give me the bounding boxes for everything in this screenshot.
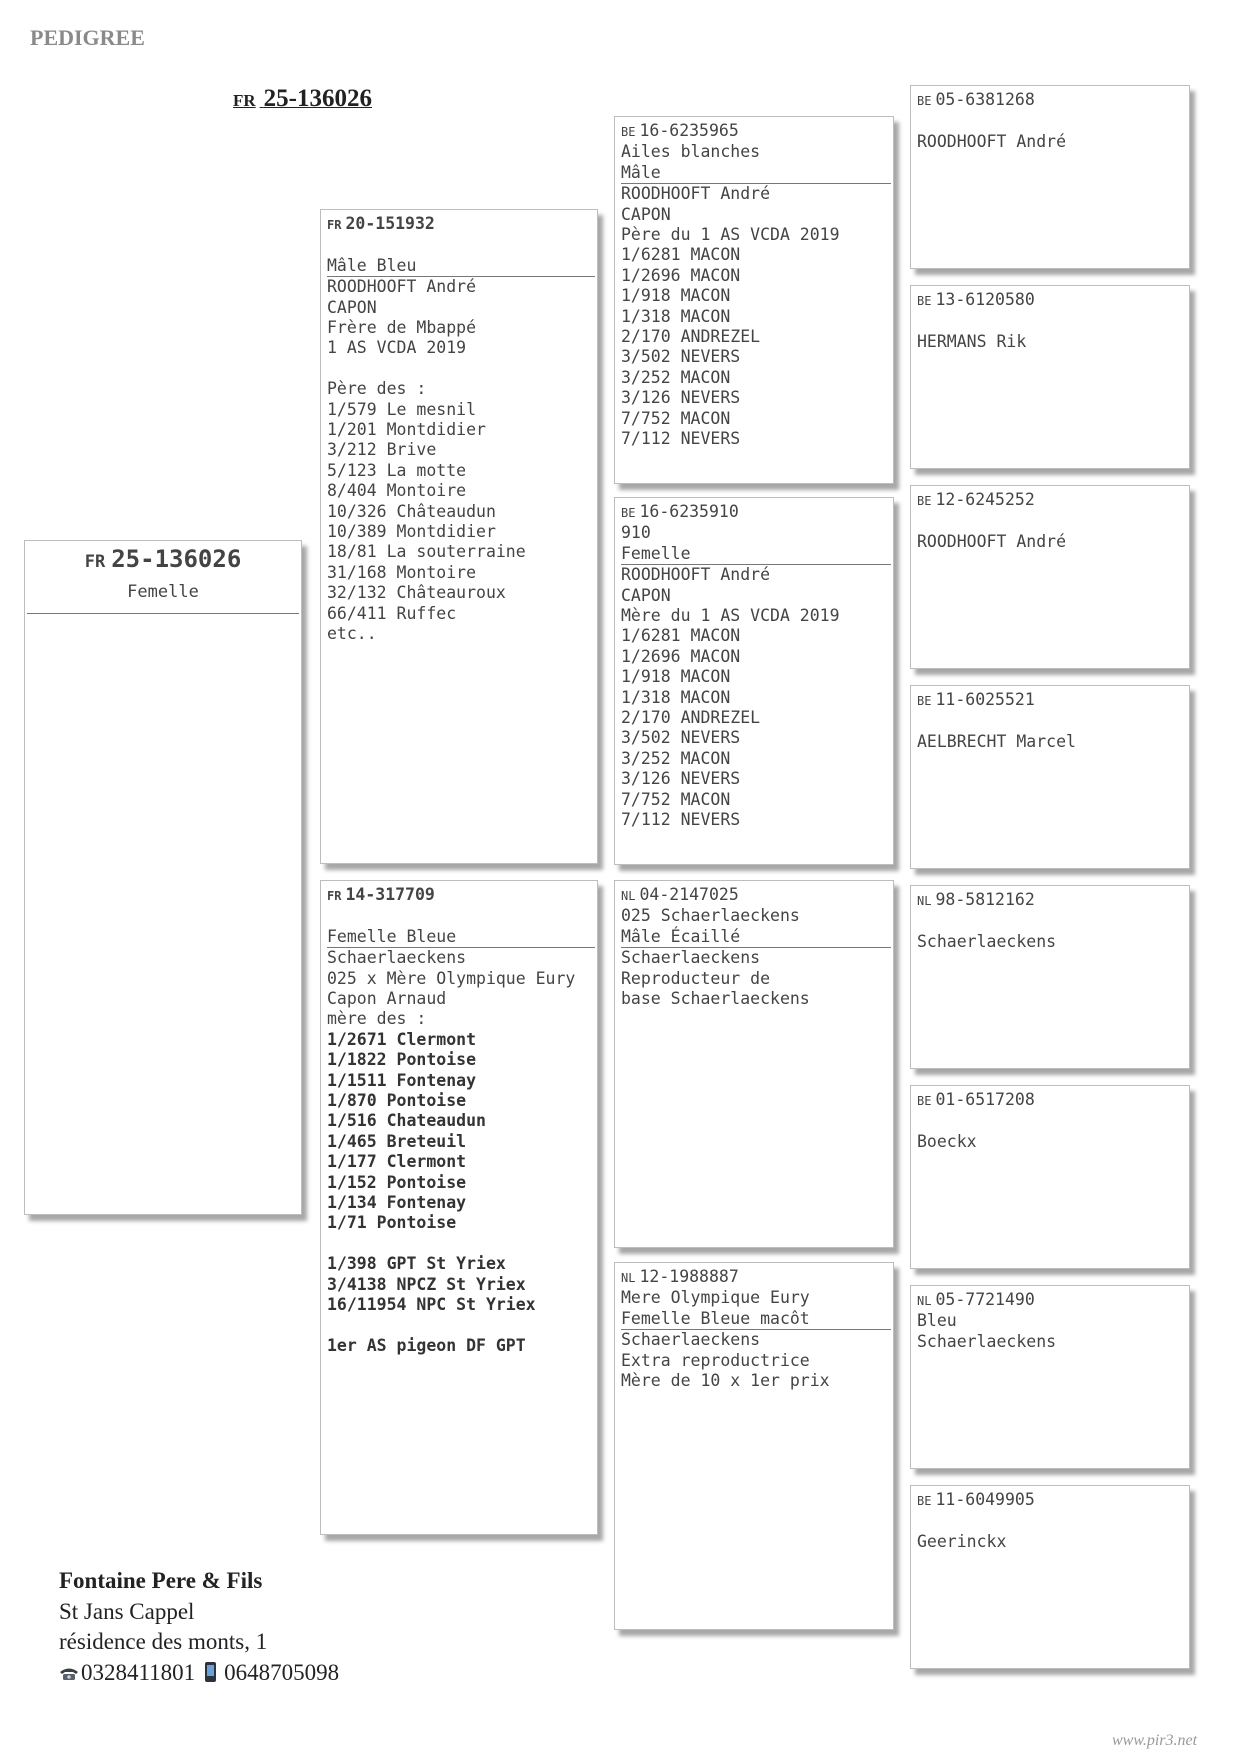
ggp6-ring <box>917 1090 1183 1111</box>
gp3-details <box>621 948 887 1009</box>
text-line: Femelle Bleue macôt <box>621 1308 810 1328</box>
breeder-name: Fontaine Pere & Fils <box>59 1568 263 1593</box>
text-line: Schaerlaeckens <box>621 948 761 968</box>
header-ring-number <box>233 85 372 113</box>
dam-card[interactable] <box>320 880 598 1535</box>
great-grandparent-card-6[interactable] <box>910 1085 1190 1269</box>
gp1-top-block <box>621 142 891 184</box>
ggp5-ring-number: 98-5812162 <box>935 890 1035 909</box>
ggp8-details <box>917 1511 1183 1552</box>
text-line: Mère de 10 x 1er prix <box>621 1371 830 1391</box>
text-line <box>917 1111 1183 1131</box>
text-line: ROODHOOFT André <box>621 184 771 204</box>
gp1-details <box>621 184 887 449</box>
text-line: 1/2696 MACON <box>621 646 741 666</box>
text-line: 3/126 NEVERS <box>621 769 741 789</box>
text-line: Schaerlaeckens <box>917 931 1057 951</box>
grandparent-card-1[interactable] <box>614 116 894 484</box>
subject-card[interactable] <box>24 540 302 1215</box>
ggp8-ring <box>917 1490 1183 1511</box>
text-line: 1/398 GPT St Yriex <box>327 1254 506 1274</box>
text-line: 1/2696 MACON <box>621 265 741 285</box>
text-line: 10/389 Montdidier <box>327 522 496 542</box>
text-line: 1/71 Pontoise <box>327 1213 457 1233</box>
mobile-phone-icon <box>205 1662 216 1682</box>
text-line: Mère du 1 AS VCDA 2019 <box>621 606 840 626</box>
text-line: Capon Arnaud <box>327 989 447 1009</box>
ggp1-ring <box>917 90 1183 111</box>
text-line: 3/502 NEVERS <box>621 728 741 748</box>
ggp4-ring <box>917 690 1183 711</box>
text-line: 2/170 ANDREZEL <box>621 327 761 347</box>
text-line: 3/126 NEVERS <box>621 388 741 408</box>
ggp8-ring-country: BE <box>917 1494 932 1508</box>
dam-details <box>327 948 591 1030</box>
text-line: etc.. <box>327 624 377 644</box>
text-line: Bleu <box>917 1311 957 1331</box>
text-line: AELBRECHT Marcel <box>917 731 1076 751</box>
text-line: 2/170 ANDREZEL <box>621 708 761 728</box>
ggp7-ring-country: NL <box>917 1294 932 1308</box>
header-ring-country: FR <box>233 91 256 110</box>
text-line: Femelle Bleue <box>327 926 457 946</box>
text-line <box>917 311 1183 331</box>
gp3-top-block <box>621 906 891 948</box>
text-line: Père des : <box>327 379 427 399</box>
text-line: CAPON <box>621 204 671 224</box>
ggp7-ring <box>917 1290 1183 1311</box>
great-grandparent-card-3[interactable] <box>910 485 1190 669</box>
text-line: HERMANS Rik <box>917 331 1027 351</box>
dam-ring <box>327 885 591 906</box>
gp1-ring <box>621 121 887 142</box>
gp2-ring-country: BE <box>621 506 636 520</box>
text-line: Mâle Bleu <box>327 255 417 275</box>
ggp6-details <box>917 1111 1183 1152</box>
text-line: Frère de Mbappé <box>327 318 477 338</box>
ggp3-ring-number: 12-6245252 <box>935 490 1035 509</box>
text-line: Reproducteur de <box>621 968 771 988</box>
text-line: 3/252 MACON <box>621 367 731 387</box>
text-line: 1/465 Breteuil <box>327 1131 467 1151</box>
text-line <box>327 235 595 255</box>
text-line: 1/579 Le mesnil <box>327 399 477 419</box>
text-line <box>917 111 1183 131</box>
ggp5-ring-country: NL <box>917 894 932 908</box>
text-line: 1/152 Pontoise <box>327 1172 467 1192</box>
gp4-ring <box>621 1267 887 1288</box>
text-line: Geerinckx <box>917 1531 1007 1551</box>
telephone-icon <box>59 1667 79 1681</box>
text-line: 1/1822 Pontoise <box>327 1050 477 1070</box>
grandparent-card-4[interactable] <box>614 1262 894 1630</box>
text-line: Femelle <box>621 543 691 563</box>
text-line: 8/404 Montoire <box>327 481 467 501</box>
text-line: 1/177 Clermont <box>327 1152 467 1172</box>
breeder-address: résidence des monts, 1 <box>59 1629 268 1654</box>
great-grandparent-card-4[interactable] <box>910 685 1190 869</box>
ggp8-ring-number: 11-6049905 <box>935 1490 1035 1509</box>
text-line <box>327 1234 591 1254</box>
text-line: Père du 1 AS VCDA 2019 <box>621 225 840 245</box>
ggp3-details <box>917 511 1183 552</box>
text-line: 3/212 Brive <box>327 440 437 460</box>
text-line: 16/11954 NPC St Yriex <box>327 1295 536 1315</box>
text-line: 7/112 NEVERS <box>621 429 741 449</box>
text-line: Schaerlaeckens <box>621 1330 761 1350</box>
text-line: 1/318 MACON <box>621 306 731 326</box>
text-line: 1er AS pigeon DF GPT <box>327 1335 526 1355</box>
grandparent-card-3[interactable] <box>614 880 894 1248</box>
sire-ring-number: 20-151932 <box>345 214 435 233</box>
dam-ring-number: 14-317709 <box>345 885 435 904</box>
text-line: 910 <box>621 523 651 543</box>
text-line: Mâle Écaillé <box>621 926 741 946</box>
gp1-ring-number: 16-6235965 <box>639 121 739 140</box>
sire-ring <box>327 214 591 235</box>
ggp2-details <box>917 311 1183 352</box>
text-line: 1/201 Montdidier <box>327 420 486 440</box>
text-line: 10/326 Châteaudun <box>327 501 496 521</box>
subject-ring-number: 25-136026 <box>111 545 242 573</box>
gp2-top-block <box>621 523 891 565</box>
great-grandparent-card-2[interactable] <box>910 285 1190 469</box>
text-line: 5/123 La motte <box>327 460 467 480</box>
text-line: 1 AS VCDA 2019 <box>327 338 467 358</box>
text-line: ROODHOOFT André <box>917 131 1067 151</box>
ggp2-ring-number: 13-6120580 <box>935 290 1035 309</box>
gp4-top-block <box>621 1288 891 1330</box>
gp2-ring <box>621 502 887 523</box>
ggp6-ring-number: 01-6517208 <box>935 1090 1035 1109</box>
gp2-ring-number: 16-6235910 <box>639 502 739 521</box>
text-line: 3/252 MACON <box>621 748 731 768</box>
ggp7-details <box>917 1311 1183 1352</box>
subject-ring <box>25 545 301 573</box>
text-line: 1/2671 Clermont <box>327 1029 477 1049</box>
dam-ring-country: FR <box>327 889 342 903</box>
text-line: 1/1511 Fontenay <box>327 1070 477 1090</box>
gp3-ring-number: 04-2147025 <box>639 885 739 904</box>
text-line: 32/132 Châteauroux <box>327 583 506 603</box>
ggp2-ring-country: BE <box>917 294 932 308</box>
dam-results <box>327 1030 591 1356</box>
text-line: CAPON <box>327 297 377 317</box>
text-line <box>917 711 1183 731</box>
text-line: Extra reproductrice <box>621 1350 810 1370</box>
great-grandparent-card-7[interactable] <box>910 1285 1190 1469</box>
text-line: 7/752 MACON <box>621 789 731 809</box>
text-line: ROODHOOFT André <box>917 531 1067 551</box>
ggp1-details <box>917 111 1183 152</box>
ggp4-ring-number: 11-6025521 <box>935 690 1035 709</box>
text-line: 1/6281 MACON <box>621 245 741 265</box>
text-line: mère des : <box>327 1009 427 1029</box>
text-line: 31/168 Montoire <box>327 562 477 582</box>
text-line: Schaerlaeckens <box>917 1331 1057 1351</box>
ggp3-ring <box>917 490 1183 511</box>
text-line: 66/411 Ruffec <box>327 603 457 623</box>
text-line: ROODHOOFT André <box>621 565 771 585</box>
ggp7-ring-number: 05-7721490 <box>935 1290 1035 1309</box>
great-grandparent-card-5[interactable] <box>910 885 1190 1069</box>
breeder-contacts <box>59 1658 339 1689</box>
text-line: Schaerlaeckens <box>327 948 467 968</box>
text-line: 025 Schaerlaeckens <box>621 906 800 926</box>
text-line: Boeckx <box>917 1131 977 1151</box>
header-ring-value: 25-136026 <box>263 85 372 112</box>
dam-top-block <box>327 906 595 948</box>
text-line <box>327 359 591 379</box>
breeder-info <box>59 1566 339 1688</box>
text-line: 1/318 MACON <box>621 687 731 707</box>
text-line <box>917 511 1183 531</box>
gp4-ring-country: NL <box>621 1271 636 1285</box>
sire-card[interactable] <box>320 209 598 864</box>
ggp3-ring-country: BE <box>917 494 932 508</box>
text-line <box>327 1316 591 1336</box>
gp1-ring-country: BE <box>621 125 636 139</box>
gp2-details <box>621 565 887 830</box>
text-line: 1/918 MACON <box>621 667 731 687</box>
gp4-ring-number: 12-1988887 <box>639 1267 739 1286</box>
page-title: PEDIGREE <box>30 25 145 50</box>
great-grandparent-card-1[interactable] <box>910 85 1190 269</box>
ggp5-details <box>917 911 1183 952</box>
subject-sex: Femelle <box>27 582 299 613</box>
text-line <box>327 906 595 926</box>
ggp5-ring <box>917 890 1183 911</box>
ggp1-ring-number: 05-6381268 <box>935 90 1035 109</box>
text-line: 025 x Mère Olympique Eury <box>327 968 576 988</box>
text-line: CAPON <box>621 585 671 605</box>
breeder-city: St Jans Cappel <box>59 1598 195 1624</box>
text-line: Ailes blanches <box>621 142 761 162</box>
sire-ring-country: FR <box>327 218 342 232</box>
subject-ring-country: FR <box>84 552 106 572</box>
text-line: 7/112 NEVERS <box>621 810 741 830</box>
grandparent-card-2[interactable] <box>614 497 894 865</box>
text-line: 3/4138 NPCZ St Yriex <box>327 1274 526 1294</box>
ggp4-ring-country: BE <box>917 694 932 708</box>
breeder-phone[interactable]: 0328411801 <box>81 1659 196 1685</box>
text-line: 1/870 Pontoise <box>327 1091 467 1111</box>
text-line: Mâle <box>621 162 661 182</box>
gp3-ring-country: NL <box>621 889 636 903</box>
ggp6-ring-country: BE <box>917 1094 932 1108</box>
text-line <box>917 1511 1183 1531</box>
text-line: 18/81 La souterraine <box>327 542 526 562</box>
sire-top-block <box>327 235 595 277</box>
ggp2-ring <box>917 290 1183 311</box>
text-line: Mere Olympique Eury <box>621 1288 810 1308</box>
gp4-details <box>621 1330 887 1391</box>
text-line: 1/134 Fontenay <box>327 1193 467 1213</box>
gp3-ring <box>621 885 887 906</box>
text-line: ROODHOOFT André <box>327 277 477 297</box>
text-line: 1/918 MACON <box>621 286 731 306</box>
sire-details <box>327 277 591 644</box>
text-line: 1/516 Chateaudun <box>327 1111 486 1131</box>
breeder-mobile[interactable]: 0648705098 <box>224 1659 340 1685</box>
text-line: 3/502 NEVERS <box>621 347 741 367</box>
text-line <box>917 911 1183 931</box>
ggp1-ring-country: BE <box>917 94 932 108</box>
text-line: base Schaerlaeckens <box>621 989 810 1009</box>
watermark[interactable]: www.pir3.net <box>1112 1732 1198 1749</box>
ggp4-details <box>917 711 1183 752</box>
great-grandparent-card-8[interactable] <box>910 1485 1190 1669</box>
text-line: 1/6281 MACON <box>621 626 741 646</box>
text-line: 7/752 MACON <box>621 408 731 428</box>
